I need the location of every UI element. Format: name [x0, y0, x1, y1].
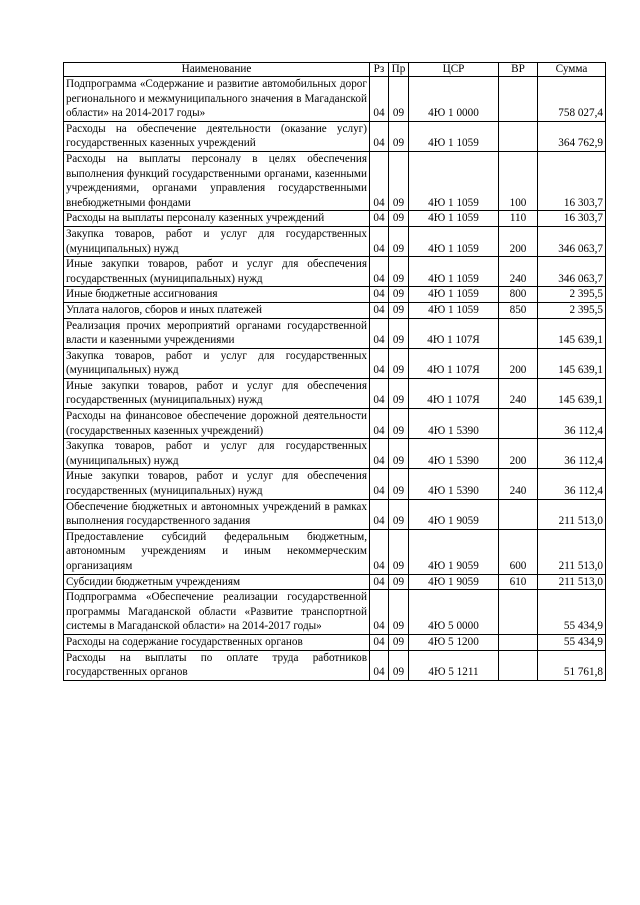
row-pr: 09	[389, 211, 409, 227]
row-name: Уплата налогов, сборов и иных платежей	[64, 302, 370, 318]
row-csr: 4Ю 1 1059	[409, 151, 499, 210]
row-vr	[499, 318, 538, 348]
row-vr	[499, 77, 538, 122]
row-rz: 04	[370, 590, 389, 635]
header-pr: Пр	[389, 63, 409, 77]
row-csr: 4Ю 1 1059	[409, 287, 499, 303]
table-row	[64, 151, 606, 210]
row-pr: 09	[389, 469, 409, 499]
table-row	[64, 318, 606, 348]
row-vr	[499, 499, 538, 529]
row-sum: 346 063,7	[538, 257, 606, 287]
header-vr: ВР	[499, 63, 538, 77]
row-sum: 758 027,4	[538, 77, 606, 122]
row-rz: 04	[370, 226, 389, 256]
row-sum: 51 761,8	[538, 650, 606, 680]
row-csr: 4Ю 1 5390	[409, 469, 499, 499]
header-sum: Сумма	[538, 63, 606, 77]
row-sum: 55 434,9	[538, 634, 606, 650]
row-csr: 4Ю 1 1059	[409, 257, 499, 287]
header-rz: Рз	[370, 63, 389, 77]
row-vr: 240	[499, 257, 538, 287]
header-name: Наименование	[64, 63, 370, 77]
row-name: Закупка товаров, работ и услуг для государственных (муниципальных) нужд	[64, 226, 370, 256]
row-pr: 09	[389, 257, 409, 287]
row-vr: 600	[499, 529, 538, 574]
row-rz: 04	[370, 287, 389, 303]
table-row	[64, 121, 606, 151]
table-row	[64, 469, 606, 499]
row-pr: 09	[389, 634, 409, 650]
row-name: Реализация прочих мероприятий органами государственной власти и казенными учреждениями	[64, 318, 370, 348]
row-csr: 4Ю 1 0000	[409, 77, 499, 122]
row-csr: 4Ю 1 1059	[409, 121, 499, 151]
row-rz: 04	[370, 318, 389, 348]
row-sum: 36 112,4	[538, 469, 606, 499]
table-row	[64, 302, 606, 318]
row-name: Иные бюджетные ассигнования	[64, 287, 370, 303]
row-csr: 4Ю 1 9059	[409, 499, 499, 529]
row-pr: 09	[389, 226, 409, 256]
row-pr: 09	[389, 499, 409, 529]
row-vr: 200	[499, 226, 538, 256]
row-pr: 09	[389, 409, 409, 439]
row-pr: 09	[389, 439, 409, 469]
table-row	[64, 650, 606, 680]
row-name: Закупка товаров, работ и услуг для государственных (муниципальных) нужд	[64, 439, 370, 469]
row-csr: 4Ю 5 1211	[409, 650, 499, 680]
row-csr: 4Ю 1 5390	[409, 439, 499, 469]
table-row	[64, 439, 606, 469]
row-rz: 04	[370, 650, 389, 680]
row-sum: 211 513,0	[538, 574, 606, 590]
row-vr: 850	[499, 302, 538, 318]
row-name: Иные закупки товаров, работ и услуг для обеспечения государственных (муниципальных) нужд	[64, 378, 370, 408]
row-sum: 2 395,5	[538, 302, 606, 318]
row-csr: 4Ю 1 1059	[409, 211, 499, 227]
header-csr: ЦСР	[409, 63, 499, 77]
row-sum: 364 762,9	[538, 121, 606, 151]
row-vr	[499, 121, 538, 151]
table-row	[64, 590, 606, 635]
row-name: Закупка товаров, работ и услуг для государственных (муниципальных) нужд	[64, 348, 370, 378]
row-rz: 04	[370, 499, 389, 529]
row-pr: 09	[389, 650, 409, 680]
row-name: Иные закупки товаров, работ и услуг для обеспечения государственных (муниципальных) нужд	[64, 257, 370, 287]
row-csr: 4Ю 1 107Я	[409, 348, 499, 378]
row-rz: 04	[370, 634, 389, 650]
table-row	[64, 77, 606, 122]
row-rz: 04	[370, 469, 389, 499]
table-row	[64, 348, 606, 378]
table-row	[64, 529, 606, 574]
row-vr	[499, 634, 538, 650]
row-name: Предоставление субсидий федеральным бюджетным, автономным учреждениям и иным некоммерческим организациям	[64, 529, 370, 574]
row-vr: 610	[499, 574, 538, 590]
budget-table	[63, 62, 606, 681]
row-name: Подпрограмма «Содержание и развитие автомобильных дорог регионального и межмуниципального значения в Магаданской области» на 2014-2017 годы»	[64, 77, 370, 122]
row-pr: 09	[389, 590, 409, 635]
row-csr: 4Ю 5 0000	[409, 590, 499, 635]
table-row	[64, 257, 606, 287]
row-name: Расходы на выплаты персоналу казенных учреждений	[64, 211, 370, 227]
row-vr: 800	[499, 287, 538, 303]
row-rz: 04	[370, 121, 389, 151]
table-row	[64, 634, 606, 650]
row-csr: 4Ю 1 9059	[409, 574, 499, 590]
row-csr: 4Ю 1 5390	[409, 409, 499, 439]
row-csr: 4Ю 5 1200	[409, 634, 499, 650]
row-pr: 09	[389, 529, 409, 574]
row-name: Субсидии бюджетным учреждениям	[64, 574, 370, 590]
row-sum: 55 434,9	[538, 590, 606, 635]
row-pr: 09	[389, 348, 409, 378]
row-rz: 04	[370, 211, 389, 227]
row-rz: 04	[370, 378, 389, 408]
row-rz: 04	[370, 151, 389, 210]
row-vr: 200	[499, 439, 538, 469]
row-csr: 4Ю 1 9059	[409, 529, 499, 574]
table-row	[64, 287, 606, 303]
row-name: Расходы на выплаты персоналу в целях обеспечения выполнения функций государственными органами, казенными учреждениями, органами управления государственными внебюджетными фондами	[64, 151, 370, 210]
row-name: Расходы на выплаты по оплате труда работников государственных органов	[64, 650, 370, 680]
row-sum: 16 303,7	[538, 151, 606, 210]
row-vr: 110	[499, 211, 538, 227]
row-sum: 16 303,7	[538, 211, 606, 227]
budget-document	[63, 62, 605, 681]
row-vr: 200	[499, 348, 538, 378]
row-vr	[499, 590, 538, 635]
row-pr: 09	[389, 574, 409, 590]
row-name: Подпрограмма «Обеспечение реализации государственной программы Магаданской области «Развитие транспортной системы в Магаданской области» на 2014-2017 годы»	[64, 590, 370, 635]
row-rz: 04	[370, 302, 389, 318]
row-vr: 240	[499, 469, 538, 499]
row-csr: 4Ю 1 107Я	[409, 318, 499, 348]
row-name: Иные закупки товаров, работ и услуг для обеспечения государственных (муниципальных) нужд	[64, 469, 370, 499]
row-name: Расходы на финансовое обеспечение дорожной деятельности (государственных казенных учреждений)	[64, 409, 370, 439]
table-row	[64, 499, 606, 529]
row-rz: 04	[370, 529, 389, 574]
row-rz: 04	[370, 439, 389, 469]
row-sum: 145 639,1	[538, 348, 606, 378]
row-sum: 36 112,4	[538, 409, 606, 439]
row-sum: 36 112,4	[538, 439, 606, 469]
table-row	[64, 226, 606, 256]
row-sum: 211 513,0	[538, 499, 606, 529]
row-sum: 145 639,1	[538, 378, 606, 408]
row-pr: 09	[389, 151, 409, 210]
row-pr: 09	[389, 318, 409, 348]
row-vr	[499, 650, 538, 680]
row-name: Обеспечение бюджетных и автономных учреждений в рамках выполнения государственного задания	[64, 499, 370, 529]
table-row	[64, 409, 606, 439]
row-pr: 09	[389, 287, 409, 303]
table-header-row	[64, 63, 606, 77]
row-sum: 211 513,0	[538, 529, 606, 574]
row-vr: 100	[499, 151, 538, 210]
row-pr: 09	[389, 378, 409, 408]
row-name: Расходы на обеспечение деятельности (оказание услуг) государственных казенных учреждений	[64, 121, 370, 151]
table-row	[64, 574, 606, 590]
table-row	[64, 378, 606, 408]
row-pr: 09	[389, 302, 409, 318]
row-rz: 04	[370, 257, 389, 287]
table-row	[64, 211, 606, 227]
row-csr: 4Ю 1 1059	[409, 226, 499, 256]
row-pr: 09	[389, 77, 409, 122]
row-rz: 04	[370, 574, 389, 590]
row-sum: 145 639,1	[538, 318, 606, 348]
row-sum: 346 063,7	[538, 226, 606, 256]
row-rz: 04	[370, 77, 389, 122]
row-vr: 240	[499, 378, 538, 408]
row-csr: 4Ю 1 1059	[409, 302, 499, 318]
row-sum: 2 395,5	[538, 287, 606, 303]
row-csr: 4Ю 1 107Я	[409, 378, 499, 408]
row-pr: 09	[389, 121, 409, 151]
row-name: Расходы на содержание государственных органов	[64, 634, 370, 650]
row-rz: 04	[370, 409, 389, 439]
row-vr	[499, 409, 538, 439]
row-rz: 04	[370, 348, 389, 378]
